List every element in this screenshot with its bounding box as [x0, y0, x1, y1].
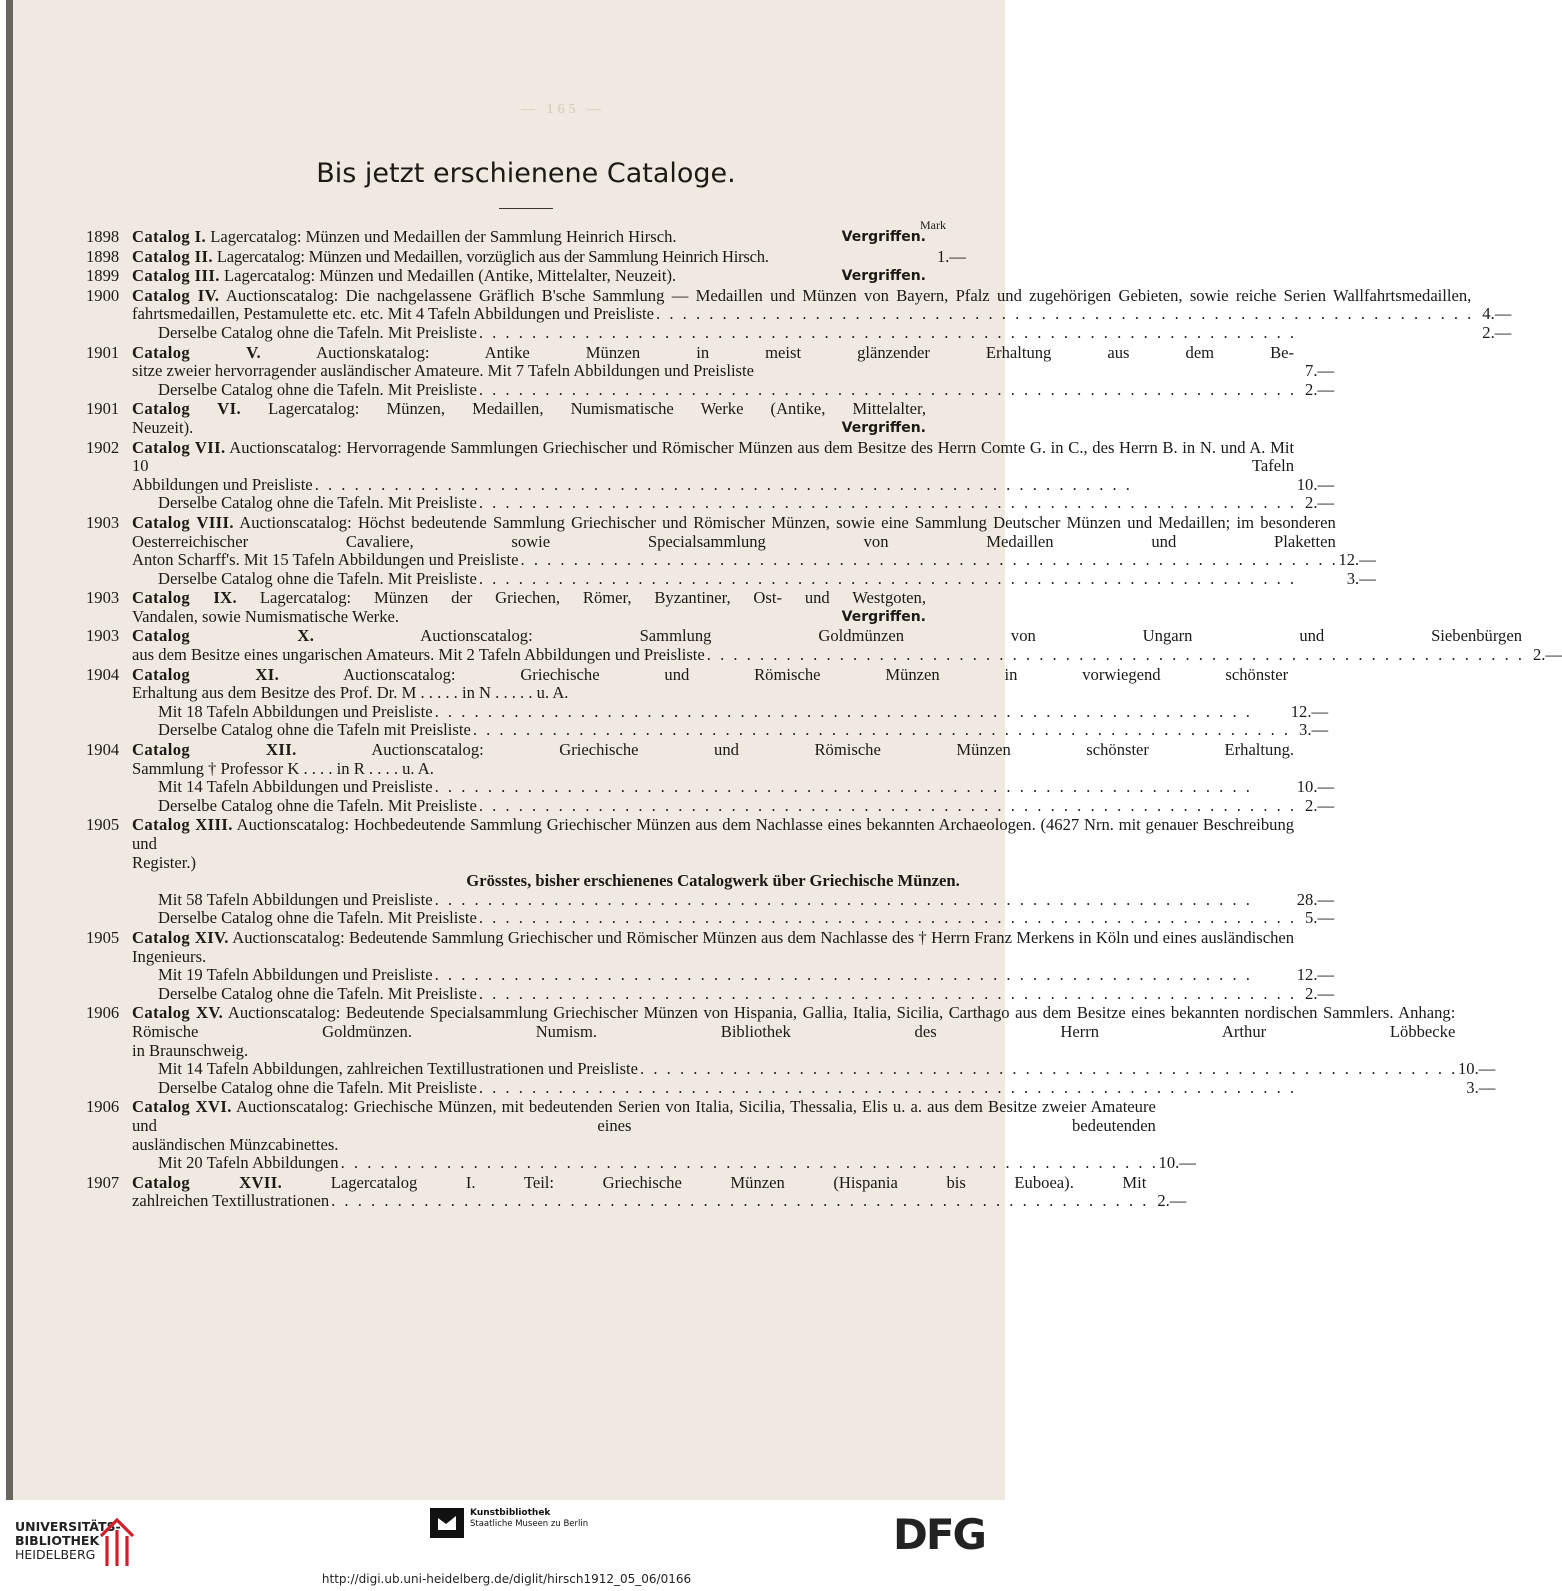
entry-name: Catalog XVII. — [132, 1172, 283, 1192]
entry-status: Vergriffen. — [841, 229, 926, 245]
variant-price: 3.— — [1346, 568, 1376, 588]
catalog-entry — [86, 927, 1335, 1003]
catalog-entry — [86, 437, 1335, 513]
entry-text-last: ausländischen Münzcabinettes. — [132, 1134, 339, 1154]
entry-text-last: Register.) — [132, 852, 197, 872]
university-logo-icon — [97, 1514, 139, 1570]
entry-price: 12.— — [1338, 550, 1376, 570]
scanned-page — [6, 0, 1562, 1500]
entry-text: Lagercatalog: Münzen, Medaillen, Numismatische Werke (Antike, Mittelalter, — [268, 399, 926, 419]
title-rule — [499, 208, 553, 209]
variant-price: 10.— — [1158, 1153, 1196, 1173]
entry-year: 1903 — [86, 512, 120, 532]
page-edge — [6, 0, 13, 1500]
entry-text: Lagercatalog: Münzen und Medaillen, vorzüglich aus der Sammlung Heinrich Hirsch. — [216, 246, 769, 266]
variant-text: Mit 18 Tafeln Abbildungen und Preisliste — [158, 701, 433, 721]
variant-text: Derselbe Catalog ohne die Tafeln. Mit Preisliste — [158, 908, 477, 928]
entry-year: 1905 — [86, 927, 120, 947]
catalog-entry — [86, 740, 1335, 815]
variant-text: Derselbe Catalog ohne die Tafeln. Mit Preisliste — [158, 795, 477, 815]
variant-text: Mit 58 Tafeln Abbildungen und Preisliste — [158, 889, 433, 909]
entry-year: 1903 — [86, 626, 120, 646]
entry-name: Catalog X. — [132, 626, 315, 646]
entry-price: 10.— — [1296, 474, 1335, 494]
variant-text: Derselbe Catalog ohne die Tafeln. Mit Preisliste — [158, 568, 477, 588]
catalog-entry — [86, 512, 1376, 588]
variant-text: Derselbe Catalog ohne die Tafeln. Mit Preisliste — [158, 322, 477, 342]
entry-name: Catalog XIII. — [132, 815, 233, 835]
entry-text-last: aus dem Besitze eines ungarischen Amateurs. Mit 2 Tafeln Abbildungen und Preisliste — [132, 645, 705, 665]
variant-price: 3.— — [1299, 720, 1329, 740]
catalog-list — [86, 227, 1562, 1212]
uni-line-1: UNIVERSITÄTS- — [15, 1519, 121, 1534]
entry-year: 1906 — [86, 1003, 120, 1023]
entry-price: 1.— — [936, 246, 966, 266]
entry-text-last: Erhaltung aus dem Besitze des Prof. Dr. M . . . . . in N . . . . . u. A. — [132, 683, 569, 703]
entry-name: Catalog IV. — [132, 285, 220, 305]
variant-text: Mit 20 Tafeln Abbildungen — [158, 1153, 339, 1173]
entry-text: Auctionscatalog: Hervorragende Sammlungen Griechischer und Römischer Münzen aus dem Besitze des Herrn Comte G. in C., des Herrn B. in N. und A. Mit 10 Tafeln — [132, 437, 1295, 476]
entry-year: 1902 — [86, 437, 120, 457]
entry-text-last: sitze zweier hervorragender ausländischer Amateure. Mit 7 Tafeln Abbildungen und Preisliste — [132, 361, 754, 381]
entry-status: Vergriffen. — [841, 268, 926, 285]
entry-text-last: Vandalen, sowie Numismatische Werke. — [132, 606, 400, 626]
variant-price: 12.— — [1290, 701, 1329, 721]
entry-text: Auctionskatalog: Antike Münzen in meist glänzender Erhaltung aus dem Be- — [316, 342, 1295, 362]
kb-line-1: Kunstbibliothek — [470, 1508, 551, 1518]
entry-name: Catalog VII. — [132, 437, 226, 457]
entry-price: 2.— — [1157, 1191, 1187, 1211]
entry-year: 1898 — [86, 246, 120, 266]
entry-name: Catalog XI. — [132, 664, 280, 684]
variant-price: 5.— — [1305, 908, 1335, 928]
catalog-entry — [86, 1172, 1187, 1211]
catalog-entry — [86, 815, 1335, 928]
entry-year: 1901 — [86, 342, 120, 362]
catalog-entry — [86, 285, 1512, 343]
entry-name: Catalog III. — [132, 266, 220, 286]
uni-line-3: HEIDELBERG — [15, 1547, 96, 1562]
entry-text: Auctionscatalog: Bedeutende Specialsammlung Griechischer Münzen von Hispania, Gallia, Italia, Sicilia, Carthago aus dem Besitze eines bekannten nordischen Sammlers. Anhang: Römische Goldmünzen. Numism. Bibliothek des Herrn Arthur Löbbecke — [132, 1003, 1456, 1041]
variant-price: 2.— — [1482, 322, 1512, 342]
variant-text: Mit 19 Tafeln Abbildungen und Preisliste — [158, 965, 433, 985]
entry-year: 1904 — [86, 664, 120, 684]
page-number-bleed: — 165 — — [521, 102, 605, 117]
variant-text: Derselbe Catalog ohne die Tafeln. Mit Preisliste — [158, 379, 477, 399]
entry-name: Catalog II. — [132, 246, 213, 266]
catalog-entry — [86, 400, 966, 437]
variant-price: 10.— — [1457, 1059, 1496, 1079]
entry-year: 1901 — [86, 399, 120, 419]
entry-text: Auctionscatalog: Bedeutende Sammlung Griechischer und Römischer Münzen aus dem Nachlasse des † Herrn Franz Merkens in Köln und eines ausländischen — [232, 927, 1295, 947]
entry-text: Lagercatalog: Münzen und Medaillen der Sammlung Heinrich Hirsch. — [210, 227, 677, 246]
page-title: Bis jetzt erschienene Cataloge. — [316, 158, 736, 189]
entry-text: Auctionscatalog: Griechische und Römische Münzen in vorwiegend schönster — [343, 664, 1289, 684]
variant-price: 10.— — [1296, 777, 1335, 797]
entry-text: Lagercatalog: Münzen und Medaillen (Antike, Mittelalter, Neuzeit). — [223, 266, 677, 286]
entry-name: Catalog XV. — [132, 1003, 224, 1023]
kunstbibliothek-logo-icon — [430, 1508, 464, 1538]
entry-year: 1906 — [86, 1097, 120, 1117]
variant-price: 2.— — [1305, 795, 1335, 815]
uni-line-2: BIBLIOTHEK — [15, 1533, 100, 1548]
entry-price: 7.— — [1305, 361, 1335, 381]
entry-text-last: Neuzeit). — [132, 417, 194, 437]
entry-year: 1903 — [86, 588, 120, 608]
kb-line-2: Staatliche Museen zu Berlin — [470, 1519, 589, 1529]
entry-text: Lagercatalog: Münzen der Griechen, Römer, Byzantiner, Ost- und Westgoten, — [259, 588, 926, 608]
entry-status: Vergriffen. — [841, 608, 926, 625]
catalog-entry — [86, 626, 1562, 665]
variant-price: 2.— — [1305, 983, 1335, 1003]
entry-text: Auctionscatalog: Griechische Münzen, mit bedeutenden Serien von Italia, Sicilia, Thessalia, Elis u. a. aus dem Besitze zweier Amateure und eines bedeutenden — [132, 1097, 1156, 1135]
variant-price: 3.— — [1466, 1077, 1496, 1097]
catalog-entry — [86, 267, 966, 286]
entry-text: Auctionscatalog: Die nachgelassene Gräflich B'sche Sammlung — Medaillen und Münzen von Bayern, Pfalz und zugehörigen Gebieten, sowie reiche Serien Wallfahrtsmedaillen, — [225, 285, 1472, 305]
entry-text: Auctionscatalog: Griechische und Römische Münzen schönster Erhaltung. — [371, 740, 1295, 760]
variant-text: Derselbe Catalog ohne die Tafeln. Mit Preisliste — [158, 1077, 477, 1097]
entry-text: Lagercatalog I. Teil: Griechische Münzen (Hispania bis Euboea). Mit — [330, 1172, 1147, 1192]
entry-name: Catalog V. — [132, 342, 262, 362]
catalog-entry — [86, 342, 1335, 400]
library-footer — [0, 1500, 1013, 1591]
entry-name: Catalog XIV. — [132, 927, 229, 947]
dfg-logo: DFG — [893, 1510, 986, 1559]
variant-price: 12.— — [1296, 965, 1335, 985]
variant-price: 2.— — [1305, 379, 1335, 399]
variant-text: Derselbe Catalog ohne die Tafeln. Mit Preisliste — [158, 493, 477, 513]
kunstbibliothek-wordmark — [470, 1508, 588, 1530]
entry-text-last: Abbildungen und Preisliste — [132, 474, 313, 494]
catalog-entry — [86, 1003, 1496, 1097]
catalog-entry — [86, 248, 966, 267]
variant-price: 2.— — [1305, 493, 1335, 513]
entry-text-last: Anton Scharff's. Mit 15 Tafeln Abbildungen und Preisliste — [132, 550, 519, 570]
entry-name: Catalog VIII. — [132, 512, 234, 532]
entry-name: Catalog VI. — [132, 399, 242, 419]
entry-name: Catalog IX. — [132, 588, 238, 608]
entry-year: 1905 — [86, 815, 120, 835]
entry-year: 1899 — [86, 266, 120, 286]
entry-text-last: fahrtsmedaillen, Pestamulette etc. etc. Mit 4 Tafeln Abbildungen und Preisliste — [132, 304, 655, 324]
catalog-entry — [86, 1097, 1196, 1173]
entry-name: Catalog XII. — [132, 740, 297, 760]
entry-price: 4.— — [1482, 304, 1512, 324]
entry-text: Auctionscatalog: Höchst bedeutende Sammlung Griechischer und Römischer Münzen, sowie eine Sammlung Deutscher Münzen und Medaillen; im besonderen Oesterreichischer Cavaliere, sowie Specialsammlung von Medaillen und Plaketten — [132, 512, 1336, 551]
entry-text-last: Ingenieurs. — [132, 946, 207, 966]
entry-year: 1904 — [86, 740, 120, 760]
source-url[interactable]: http://digi.ub.uni-heidelberg.de/diglit/hirsch1912_05_06/0166 — [321, 1572, 692, 1586]
variant-price: 28.— — [1296, 889, 1335, 909]
entry-text-last: Sammlung † Professor K . . . . in R . . . . u. A. — [132, 758, 434, 778]
variant-text: Mit 14 Tafeln Abbildungen und Preisliste — [158, 777, 433, 797]
entry-price: 2.— — [1532, 645, 1562, 665]
entry-status: Vergriffen. — [841, 419, 926, 436]
entry-text: Auctionscatalog: Hochbedeutende Sammlung Griechischer Münzen aus dem Nachlasse eines bekannten Archaeologen. (4627 Nrn. mit genauer Beschreibung und — [132, 815, 1295, 853]
entry-year: 1900 — [86, 285, 120, 305]
entry-name: Catalog I. — [132, 227, 207, 246]
variant-text: Mit 14 Tafeln Abbildungen, zahlreichen Textillustrationen und Preisliste — [158, 1059, 639, 1079]
variant-text: Derselbe Catalog ohne die Tafeln. Mit Preisliste — [158, 983, 477, 1003]
entry-text-last: zahlreichen Textillustrationen — [132, 1191, 330, 1211]
catalog-entry — [86, 664, 1329, 740]
entry-text: Auctionscatalog: Sammlung Goldmünzen von Ungarn und Siebenbürgen — [420, 626, 1523, 646]
entry-text-last: in Braunschweig. — [132, 1040, 249, 1060]
entry-year: 1898 — [86, 227, 120, 246]
currency-header: Mark — [920, 218, 946, 232]
catalog-entry — [86, 589, 966, 626]
entry-name: Catalog XVI. — [132, 1097, 232, 1117]
catalog-entry — [86, 228, 966, 247]
entry-year: 1907 — [86, 1172, 120, 1192]
variant-text: Derselbe Catalog ohne die Tafeln mit Preisliste — [158, 720, 471, 740]
entry-highlight: Grösstes, bisher erschienenes Catalogwerk über Griechische Münzen. — [466, 871, 960, 891]
